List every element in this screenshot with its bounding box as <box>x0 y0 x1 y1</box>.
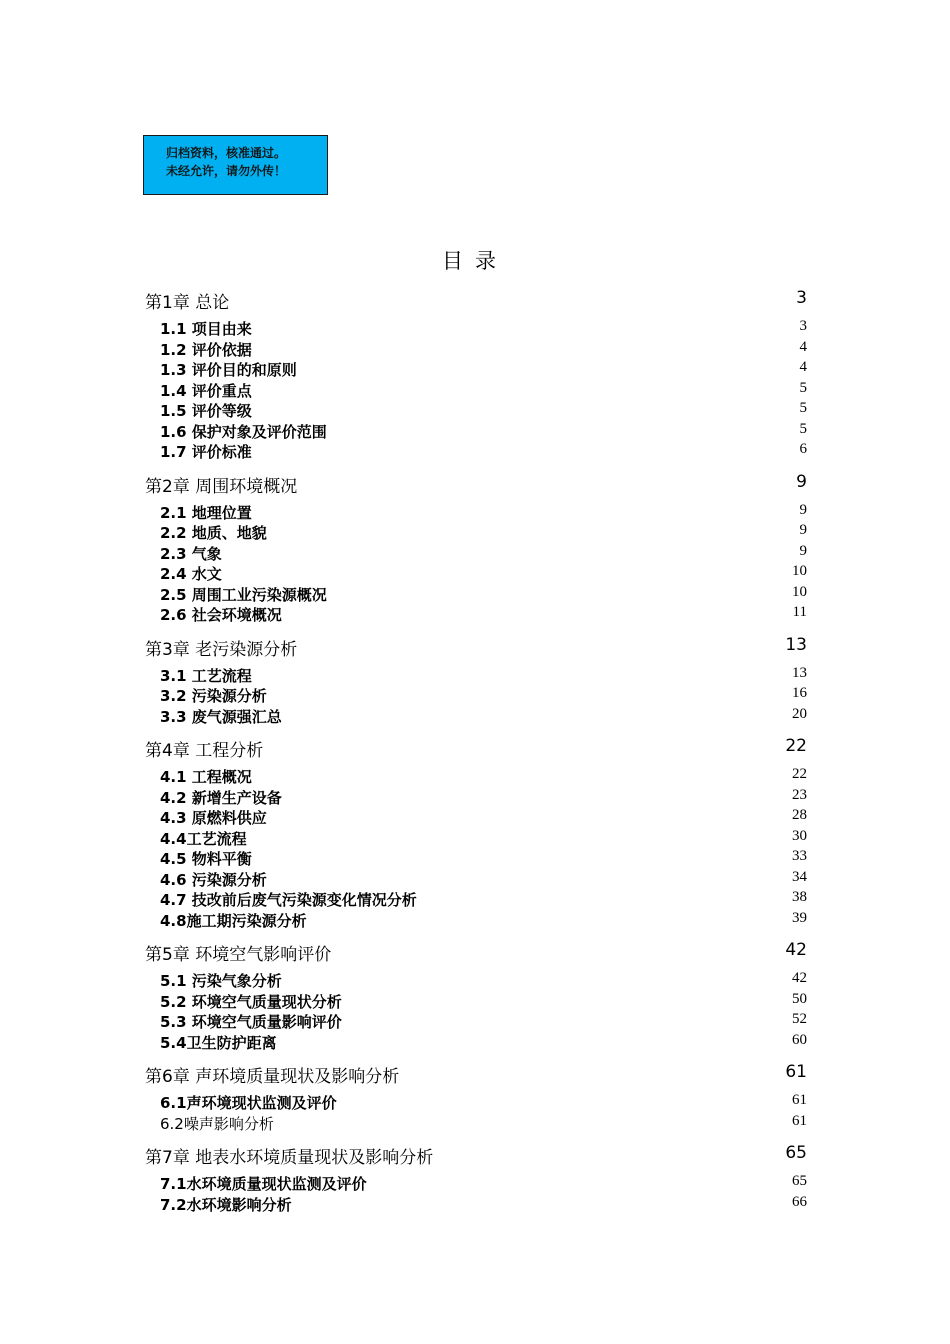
toc-chapter-page: 42 <box>785 940 807 960</box>
toc-section-page: 23 <box>792 786 807 803</box>
toc-section-page: 60 <box>792 1031 807 1048</box>
toc-section-label: 4.6 污染源分析 <box>160 870 267 889</box>
toc-section-page: 9 <box>799 522 807 538</box>
toc-section-page: 50 <box>792 990 807 1007</box>
toc-section-page: 5 <box>799 379 807 396</box>
toc-section-page: 33 <box>792 848 807 864</box>
toc-chapter-page: 22 <box>785 736 807 756</box>
toc-section-label: 4.4工艺流程 <box>160 829 247 848</box>
toc-chapter-label: 第2章 周围环境概况 <box>145 476 298 497</box>
toc-section-page: 10 <box>792 563 807 579</box>
toc-section-label: 5.4卫生防护距离 <box>160 1033 277 1052</box>
toc-section-label: 4.3 原燃料供应 <box>160 809 267 827</box>
archive-stamp <box>143 135 328 195</box>
toc-section-label: 2.3 气象 <box>160 544 222 563</box>
toc-section-page: 3 <box>799 318 807 334</box>
toc-section-page: 61 <box>792 1092 807 1108</box>
toc-section-label: 4.5 物料平衡 <box>160 850 252 868</box>
toc-section-page: 30 <box>792 827 807 844</box>
toc-section-label: 3.2 污染源分析 <box>160 687 267 705</box>
toc-section-label: 1.1 项目由来 <box>160 320 252 338</box>
toc-section-page: 6 <box>799 441 807 457</box>
toc-section-page: 5 <box>799 420 807 437</box>
toc-section-page: 9 <box>799 542 807 559</box>
toc-chapter-label: 第6章 声环境质量现状及影响分析 <box>145 1067 400 1087</box>
toc-section-page: 42 <box>792 970 807 986</box>
toc-section-label: 3.3 废气源强汇总 <box>160 707 282 726</box>
toc-section-label: 5.2 环境空气质量现状分析 <box>160 992 342 1011</box>
toc-section-label: 5.3 环境空气质量影响评价 <box>160 1013 342 1031</box>
toc-section-page: 13 <box>792 664 807 681</box>
toc-section-page: 4 <box>799 338 807 355</box>
toc-section-label: 4.8施工期污染源分析 <box>160 911 307 930</box>
toc-section-page: 9 <box>799 501 807 518</box>
toc-section-page: 34 <box>792 868 807 885</box>
toc-chapter-page: 13 <box>785 634 807 655</box>
toc-section-page: 52 <box>792 1011 807 1027</box>
toc-chapter-label: 第7章 地表水环境质量现状及影响分析 <box>145 1148 434 1168</box>
toc-section-page: 16 <box>792 685 807 701</box>
toc-section-label: 1.5 评价等级 <box>160 402 252 420</box>
stamp-line-2: 未经允许，请勿外传！ <box>166 164 287 178</box>
toc-section-page: 28 <box>792 807 807 823</box>
toc-section-page: 61 <box>792 1112 807 1129</box>
toc-section-label: 4.7 技改前后废气污染源变化情况分析 <box>160 891 417 909</box>
toc-chapter-label: 第1章 总论 <box>145 293 230 313</box>
toc-chapter-page: 65 <box>785 1143 807 1163</box>
toc-chapter-page: 9 <box>796 471 807 492</box>
toc-section-page: 38 <box>792 889 807 905</box>
toc-section-label: 1.4 评价重点 <box>160 381 252 400</box>
toc-section-page: 66 <box>792 1193 807 1210</box>
toc-section-page: 10 <box>792 583 807 600</box>
toc-section-label: 6.1声环境现状监测及评价 <box>160 1094 337 1112</box>
toc-section-label: 1.6 保护对象及评价范围 <box>160 422 327 441</box>
toc-section-page: 65 <box>792 1173 807 1189</box>
toc-section-page: 11 <box>792 604 807 620</box>
toc-section-label: 1.2 评价依据 <box>160 340 252 359</box>
toc-section-page: 39 <box>792 909 807 926</box>
toc-section-label: 4.2 新增生产设备 <box>160 788 282 807</box>
toc-section-label: 7.1水环境质量现状监测及评价 <box>160 1175 367 1193</box>
toc-section-label: 2.6 社会环境概况 <box>160 606 282 624</box>
toc-section-label: 2.5 周围工业污染源概况 <box>160 585 327 604</box>
toc-section-label: 2.2 地质、地貌 <box>160 524 267 542</box>
toc-title: 目录 <box>442 249 508 273</box>
toc-section-label: 7.2水环境影响分析 <box>160 1195 292 1214</box>
toc-section-label: 1.7 评价标准 <box>160 443 252 461</box>
toc-chapter-label: 第4章 工程分析 <box>145 741 264 761</box>
toc-chapter-page: 61 <box>785 1062 807 1082</box>
toc-section-page: 22 <box>792 766 807 782</box>
toc-chapter-label: 第3章 老污染源分析 <box>145 639 298 660</box>
toc-section-label: 5.1 污染气象分析 <box>160 972 282 990</box>
toc-section-page: 5 <box>799 400 807 416</box>
stamp-line-1: 归档资料，核准通过。 <box>166 146 287 160</box>
toc-section-label: 2.1 地理位置 <box>160 503 252 522</box>
toc-chapter-page: 3 <box>796 288 807 308</box>
toc-section-label: 4.1 工程概况 <box>160 768 252 786</box>
toc-section-label: 6.2噪声影响分析 <box>160 1114 274 1133</box>
toc-section-page: 20 <box>792 705 807 722</box>
toc-chapter-label: 第5章 环境空气影响评价 <box>145 945 332 965</box>
toc-section-label: 1.3 评价目的和原则 <box>160 361 297 379</box>
toc-section-label: 3.1 工艺流程 <box>160 666 252 685</box>
toc-section-label: 2.4 水文 <box>160 565 222 583</box>
toc-section-page: 4 <box>799 359 807 375</box>
